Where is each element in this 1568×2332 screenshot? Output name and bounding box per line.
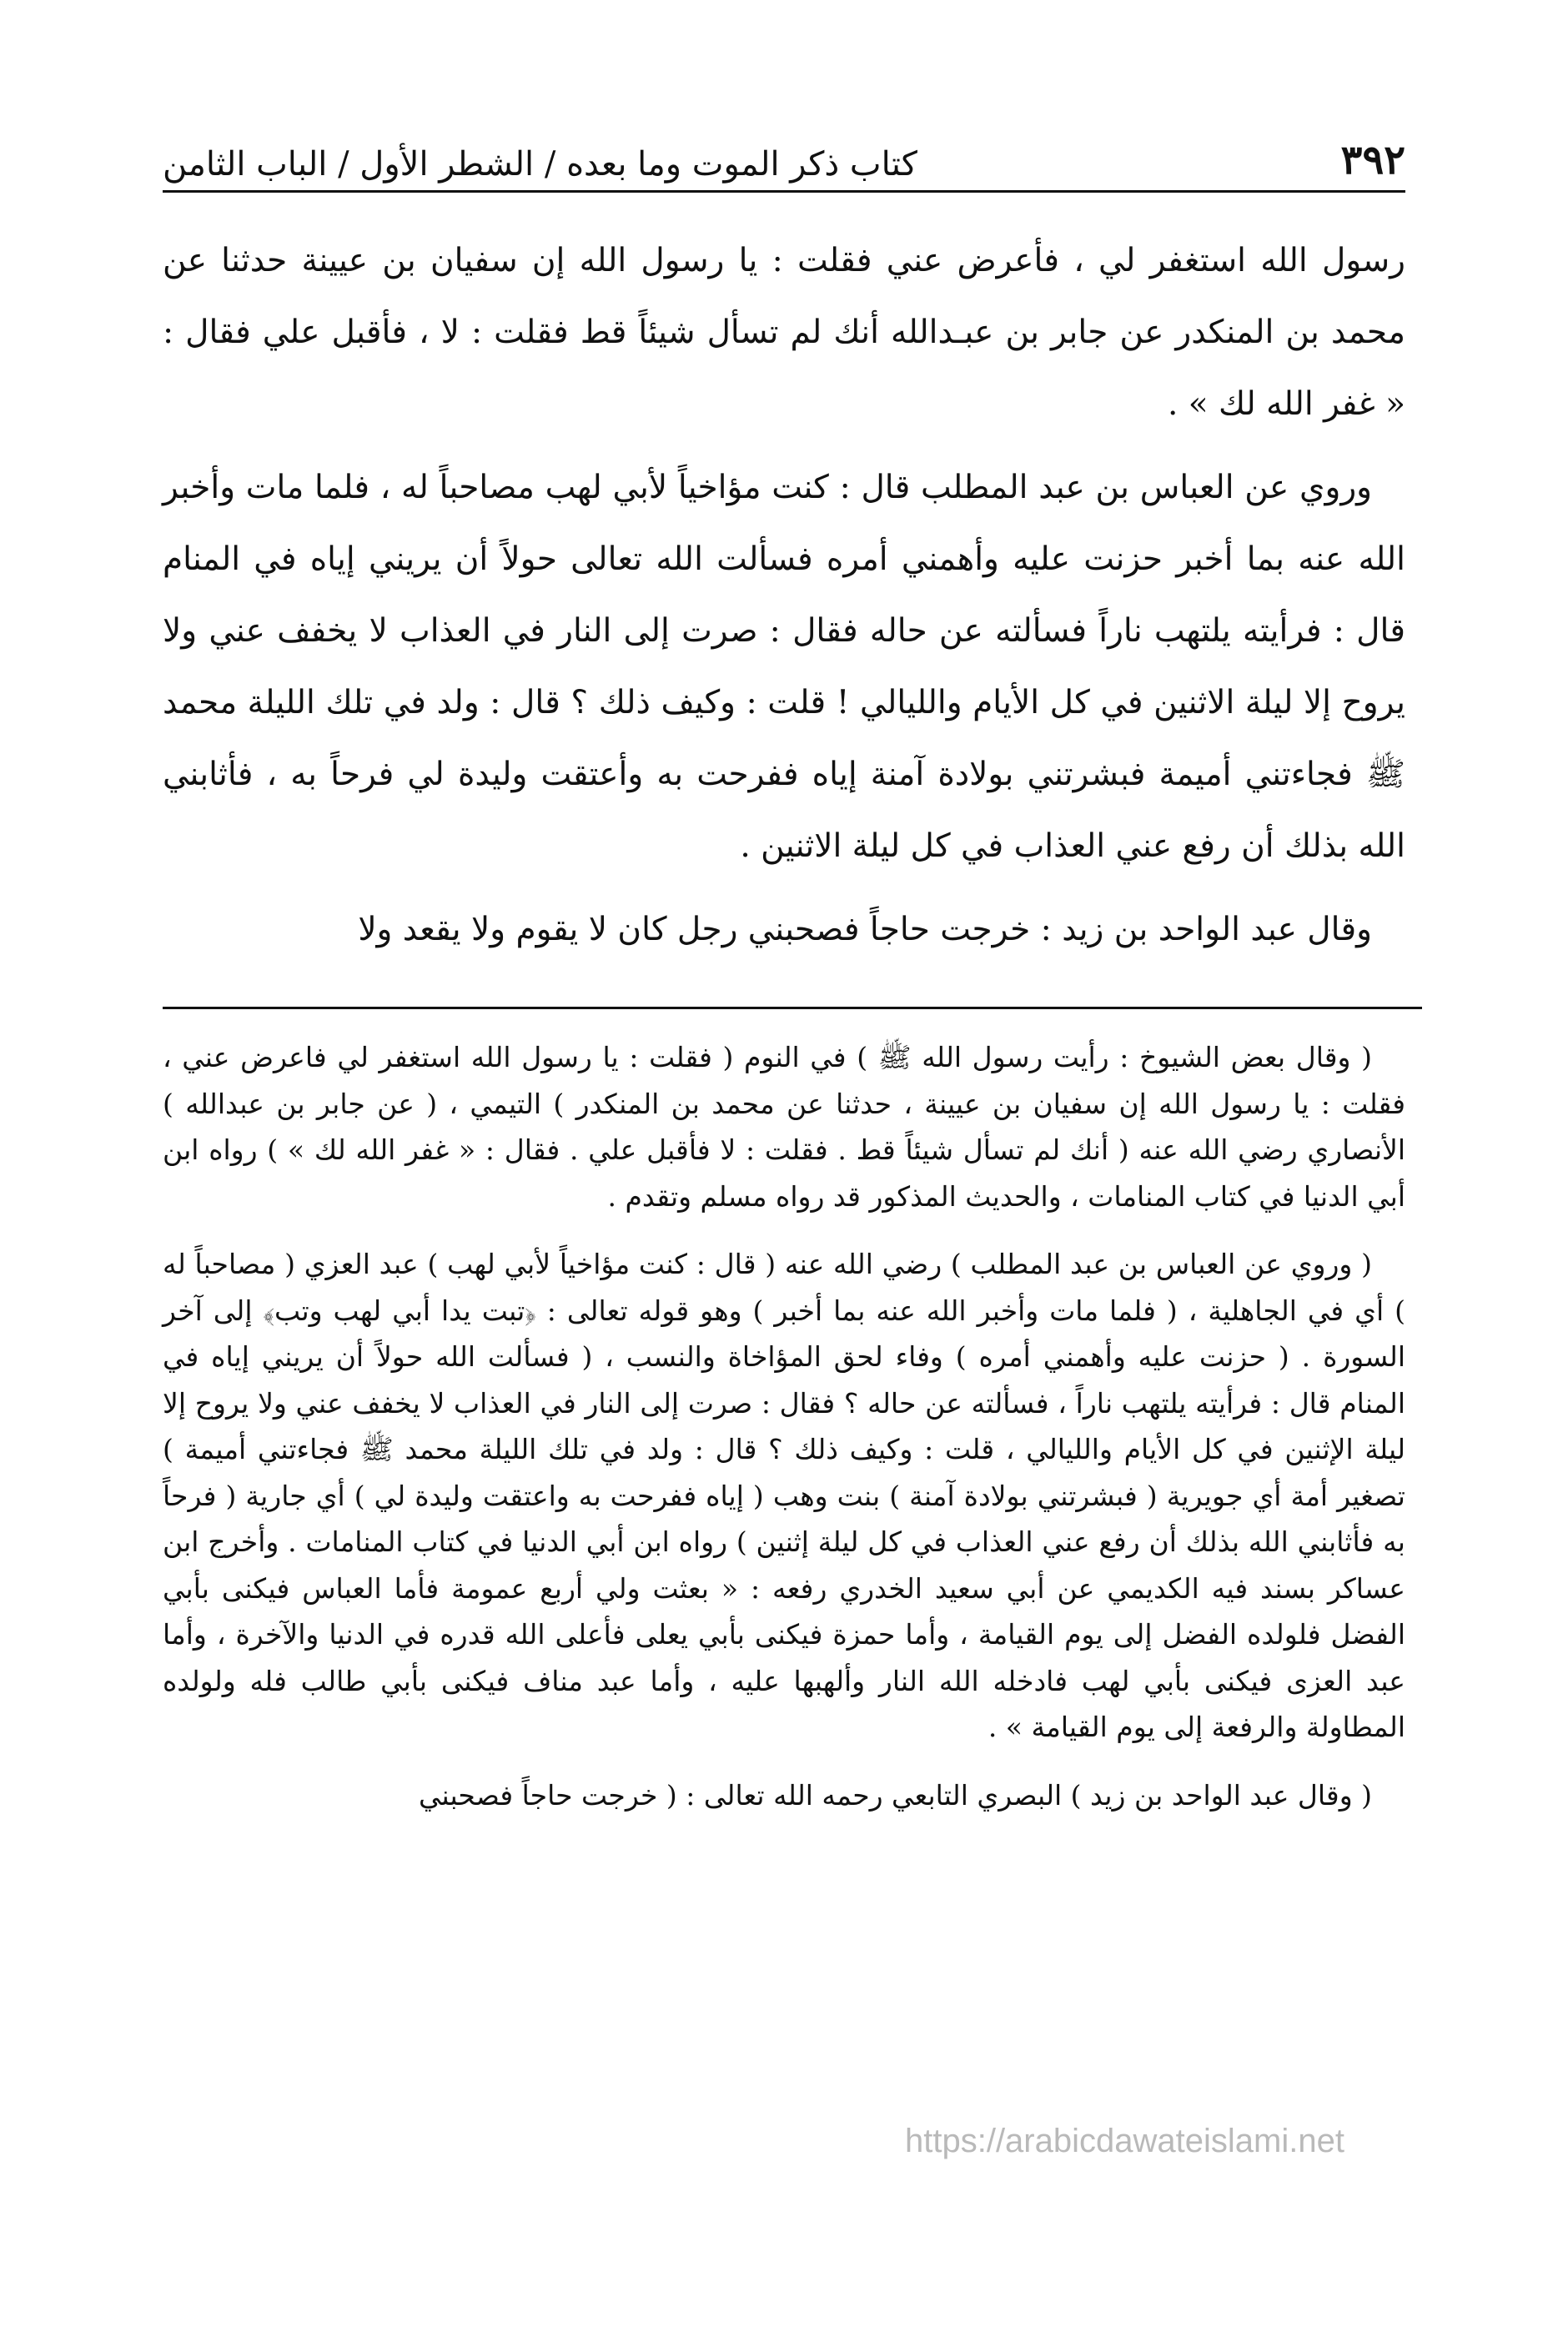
commentary-paragraph-3: ( وقال عبد الواحد بن زيد ) البصري التابعي رحمه الله تعالى : ( خرجت حاجاً فصحبني <box>419 1778 1372 1812</box>
watermark-url: https://arabicdawateislami.net <box>905 2123 1344 2159</box>
page-number: ٣٩٢ <box>1340 137 1405 183</box>
main-paragraph-1: رسول الله استغفر لي ، فأعرض عني فقلت : يا رسول الله إن سفيان بن عيينة حدثنا عن محمد بن المنكدر عن جابر بن عبـدالله أنك لم تسأل شيئاً قط فقلت : لا ، فأقبل علي فقال : « غفر الله لك » . <box>163 242 1405 423</box>
main-paragraph-3: وقال عبد الواحد بن زيد : خرجت حاجاً فصحبني رجل كان لا يقوم ولا يقعد ولا <box>358 911 1372 948</box>
main-paragraph-2: وروي عن العباس بن عبد المطلب قال : كنت مؤاخياً لأبي لهب مصاحباً له ، فلما مات وأخبر الله عنه بما أخبر حزنت عليه وأهمني أمره فسألت الله تعالى حولاً أن يريني إياه في المنام قال : فرأيته يلتهب ناراً فسألته عن حاله فقال : صرت إلى النار في العذاب لا يخفف عني ولا يروح إلا ليلة الاثنين في كل الأيام والليالي ! قلت : وكيف ذلك ؟ قال : ولد في تلك الليلة محمد ﷺ فجاءتني أميمة فبشرتني بولادة آمنة إياه ففرحت به وأعتقت وليدة لي فرحاً به ، فأثابني الله بذلك أن رفع عني العذاب في كل ليلة الاثنين . <box>163 469 1405 865</box>
footnote-divider <box>163 1007 1422 1009</box>
commentary-paragraph-2: ( وروي عن العباس بن عبد المطلب ) رضي الله عنه ( قال : كنت مؤاخياً لأبي لهب ) عبد العزي ( مصاحباً له ) أي في الجاهلية ، ( فلما مات وأخبر الله عنه بما أخبر ) وهو قوله تعالى : ﴿تبت يدا أبي لهب وتب﴾ إلى آخر السورة . ( حزنت عليه وأهمني أمره ) وفاء لحق المؤاخاة والنسب ، ( فسألت الله حولاً أن يريني إياه في المنام قال : فرأيته يلتهب ناراً ، فسألته عن حاله ؟ فقال : صرت إلى النار في العذاب لا يخفف عني ولا يروح إلا ليلة الإثنين في كل الأيام والليالي ، قلت : وكيف ذلك ؟ قال : ولد في تلك الليلة محمد ﷺ فجاءتني أميمة ) تصغير أمة أي جويرية ( فبشرتني بولادة آمنة ) بنت وهب ( إياه ففرحت به واعتقت وليدة لي ) أي جارية ( فرحاً به فأثابني الله بذلك أن رفع عني العذاب في كل ليلة إثنين ) رواه ابن أبي الدنيا في كتاب المنامات . وأخرج ابن عساكر بسند فيه الكديمي عن أبي سعيد الخدري رفعه : « بعثت ولي أربع عمومة فأما العباس فيكنى بأبي الفضل فلولده الفضل إلى يوم القيامة ، وأما حمزة فيكنى بأبي يعلى فأعلى الله قدره في الدنيا والآخرة ، وأما عبد العزى فيكنى بأبي لهب فادخله الله النار وألهبها عليه ، وأما عبد مناف فيكنى بأبي طالب فله ولولده المطاولة والرفعة إلى يوم القيامة » . <box>163 1248 1405 1743</box>
main-text <box>163 225 1405 978</box>
running-title: كتاب ذكر الموت وما بعده / الشطر الأول / الباب الثامن <box>163 145 917 183</box>
commentary-paragraph-1: ( وقال بعض الشيوخ : رأيت رسول الله ﷺ ) في النوم ( فقلت : يا رسول الله استغفر لي فاعرض عني ، فقلت : يا رسول الله إن سفيان بن عيينة ، حدثنا عن محمد بن المنكدر ) التيمي ، ( عن جابر بن عبدالله ) الأنصاري رضي الله عنه ( أنك لم تسأل شيئاً قط . فقلت : لا فأقبل علي . فقال : « غفر الله لك » ) رواه ابن أبي الدنيا في كتاب المنامات ، والحديث المذكور قد رواه مسلم وتقدم . <box>163 1041 1405 1213</box>
commentary <box>163 1034 1405 1840</box>
page-header <box>163 108 1405 193</box>
